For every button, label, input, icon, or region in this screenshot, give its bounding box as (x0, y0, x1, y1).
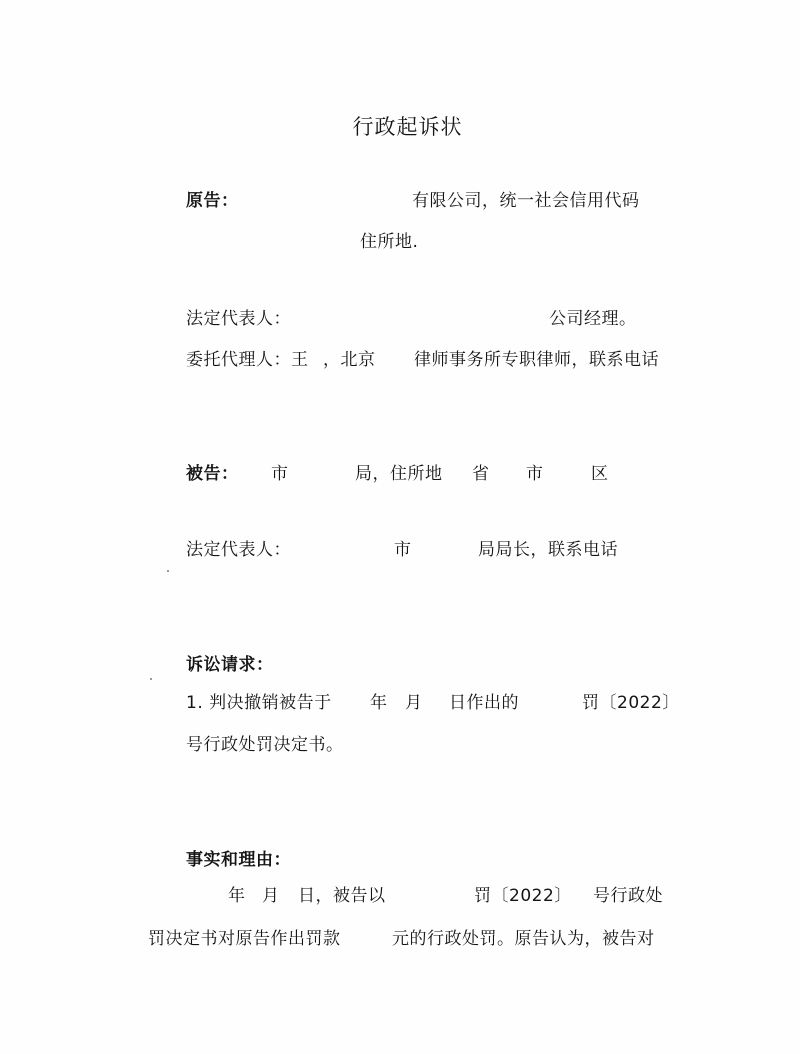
claims-heading: 诉讼请求： (186, 655, 274, 675)
defendant-city: 市 (271, 464, 289, 484)
plaintiff-agent-sep: ，北京 (323, 350, 376, 370)
defendant-legal-rep-city: 市 (394, 540, 412, 560)
defendant-province: 省 (472, 464, 490, 484)
facts-p1-month: 月 (262, 886, 280, 906)
claims-item1-prefix: 1. 判决撤销被告于 (186, 693, 332, 713)
scan-speck (167, 570, 169, 572)
facts-p1-num: 号行政处 (593, 886, 663, 906)
plaintiff-name-suffix: 有限公司，统一社会信用代码 (412, 191, 640, 211)
plaintiff-agent-prefix: 委托代理人：王 (186, 350, 309, 370)
plaintiff-legal-rep-label: 法定代表人： (186, 309, 291, 329)
facts-p2-start: 罚决定书对原告作出罚款 (148, 929, 341, 949)
claims-item1-day: 日作出的 (449, 693, 519, 713)
plaintiff-legal-rep-title: 公司经理。 (549, 309, 637, 329)
defendant-label: 被告： (186, 464, 239, 484)
defendant-city2: 市 (526, 464, 544, 484)
facts-p2-end: 元的行政处罚。原告认为，被告对 (392, 929, 655, 949)
defendant-legal-rep-label: 法定代表人： (186, 540, 291, 560)
defendant-district: 区 (591, 464, 609, 484)
defendant-legal-rep-title: 局局长，联系电话 (478, 540, 618, 560)
plaintiff-label: 原告： (186, 191, 239, 211)
plaintiff-agent-suffix: 律师事务所专职律师，联系电话 (414, 350, 659, 370)
claims-item1-cont: 号行政处罚决定书。 (186, 735, 344, 755)
plaintiff-address-label: 住所地. (360, 232, 419, 252)
facts-heading: 事实和理由： (186, 850, 291, 870)
claims-item1-doc: 罚〔2022〕 (582, 693, 680, 713)
claims-item1-year: 年 (370, 693, 388, 713)
scan-speck (150, 678, 152, 680)
facts-p1-doc: 罚〔2022〕 (474, 886, 572, 906)
claims-item1-month: 月 (405, 693, 423, 713)
facts-p1-day: 日，被告以 (298, 886, 386, 906)
document-title: 行政起诉状 (352, 115, 463, 139)
defendant-bureau-address: 局，住所地 (355, 464, 443, 484)
facts-p1-year: 年 (228, 886, 246, 906)
